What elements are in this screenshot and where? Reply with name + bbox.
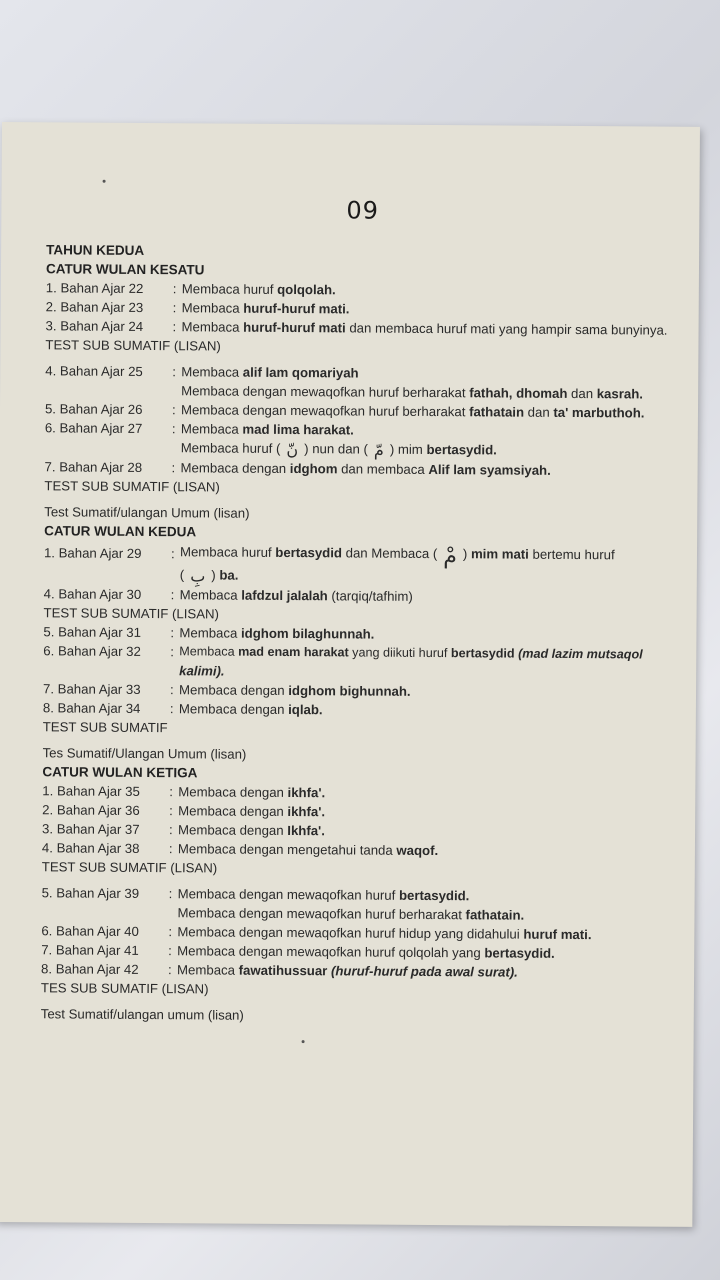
test-label: TEST SUB SUMATIF [42,719,168,736]
colon: : [170,644,175,660]
item-description: Membaca dengan mewaqofkan huruf bertasydid. [177,886,470,904]
colon: : [172,364,176,380]
page-content [41,240,686,1027]
item-description: Membaca dengan mewaqofkan huruf qolqolah yang bertasydid. [177,943,555,961]
page-number: 09 [346,196,380,225]
item-number: 3. Bahan Ajar 37 [42,821,140,837]
arabic-ba-glyph: بِ [190,566,206,586]
item-description: Membaca huruf bertasydid dan Membaca ( مْ ) mim mati bertemu huruf [179,544,615,570]
item-description: Membaca huruf-huruf mati dan membaca huruf mati yang hampir sama bunyinya. [181,319,668,338]
colon: : [169,822,173,838]
item-number: 5. Bahan Ajar 26 [44,401,143,417]
item-description: Membaca dengan mewaqofkan huruf berharakat fathatain dan ta' marbuthoh. [180,402,645,421]
item-description: Membaca fawatihussuar (huruf-huruf pada awal surat). [177,962,518,980]
item-number: 8. Bahan Ajar 34 [42,700,141,716]
item-number: 6. Bahan Ajar 40 [41,923,139,939]
item-description: Membaca dengan ikhfa'. [178,803,326,820]
item-description: Membaca huruf-huruf mati. [181,300,350,317]
colon: : [168,841,173,857]
book-page [0,122,700,1227]
item-number: 1. Bahan Ajar 29 [43,544,142,561]
item-continuation: ( بِ ) ba. [179,566,239,586]
item-description: Membaca dengan idghom dan membaca Alif lam syamsiyah. [180,460,551,478]
item-number: 1. Bahan Ajar 22 [45,280,144,296]
colon: : [171,460,176,476]
item-number: 4. Bahan Ajar 38 [41,840,140,856]
item-number: 2. Bahan Ajar 36 [42,802,140,818]
item-number: 6. Bahan Ajar 32 [43,643,141,659]
arabic-mim-glyph: مّ [373,440,384,460]
colon: : [168,886,173,902]
colon: : [172,319,177,335]
colon: : [171,402,176,418]
item-continuation: kalimi). [179,663,225,679]
item-description: Membaca dengan ikhfa'. [178,784,326,801]
item-number: 7. Bahan Ajar 33 [42,681,141,697]
item-number: 7. Bahan Ajar 41 [41,942,139,958]
item-number: 3. Bahan Ajar 24 [45,318,144,334]
colon: : [172,300,177,316]
item-continuation: Membaca dengan mewaqofkan huruf berharakat fathatain. [177,905,525,923]
section-heading-cw1: CATUR WULAN KESATU [45,261,205,278]
paper-speck [103,180,106,183]
colon: : [170,545,175,561]
item-description: Membaca mad enam harakat yang diikuti huruf bertasydid (mad lazim mutsaqol [179,644,643,662]
item-number: 1. Bahan Ajar 35 [42,783,140,799]
test-label: TEST SUB SUMATIF (LISAN) [43,605,219,622]
item-description: Membaca huruf qolqolah. [181,281,336,298]
arabic-mim-sukun-glyph: مْ [443,544,457,570]
general-test-label: Test Sumatif/ulangan umum (lisan) [40,1006,244,1023]
colon: : [169,701,174,717]
colon: : [169,784,174,800]
test-label: TEST SUB SUMATIF (LISAN) [45,337,221,354]
item-number: 7. Bahan Ajar 28 [44,459,143,475]
colon: : [168,962,172,978]
item-number: 5. Bahan Ajar 31 [43,624,142,640]
colon: : [172,281,177,297]
item-description: Membaca dengan iqlab. [178,701,323,718]
arabic-nun-glyph: نّ [286,439,299,460]
colon: : [169,682,174,698]
item-number: 8. Bahan Ajar 42 [41,961,139,977]
item-continuation: Membaca dengan mewaqofkan huruf berharakat fathah, dhomah dan kasrah. [181,383,644,402]
colon: : [171,421,176,437]
item-number: 2. Bahan Ajar 23 [45,299,144,315]
item-description: Membaca idghom bilaghunnah. [179,625,375,642]
colon: : [170,587,175,603]
section-heading-cw2: CATUR WULAN KEDUA [44,523,197,540]
general-test-label: Test Sumatif/ulangan Umum (lisan) [44,504,250,521]
item-description: Membaca dengan idghom bighunnah. [178,682,411,699]
item-number: 4. Bahan Ajar 30 [43,586,142,602]
item-number: 5. Bahan Ajar 39 [41,885,140,901]
colon: : [169,803,173,819]
section-heading-cw3: CATUR WULAN KETIGA [42,764,198,781]
colon: : [170,625,175,641]
item-description: Membaca lafdzul jalalah (tarqiq/tafhim) [179,587,413,604]
general-test-label: Tes Sumatif/Ulangan Umum (lisan) [42,745,247,762]
colon: : [168,924,173,940]
colon: : [168,943,172,959]
item-description: Membaca mad lima harakat. [180,421,354,438]
item-description: Membaca dengan mengetahui tanda waqof. [177,841,439,859]
item-description: Membaca alif lam qomariyah [181,364,359,381]
year-title: TAHUN KEDUA [46,242,145,258]
item-continuation: Membaca huruf ( نّ ) nun dan ( مّ ) mim bertasydid. [180,439,497,460]
test-label: TEST SUB SUMATIF (LISAN) [44,478,220,495]
paper-speck [302,1040,305,1043]
test-label: TEST SUB SUMATIF (LISAN) [41,859,218,876]
item-number: 6. Bahan Ajar 27 [44,420,143,436]
item-number: 4. Bahan Ajar 25 [45,363,143,379]
test-label: TES SUB SUMATIF (LISAN) [40,980,209,997]
item-description: Membaca dengan Ikhfa'. [178,822,325,839]
item-description: Membaca dengan mewaqofkan huruf hidup yang didahului huruf mati. [177,924,592,943]
